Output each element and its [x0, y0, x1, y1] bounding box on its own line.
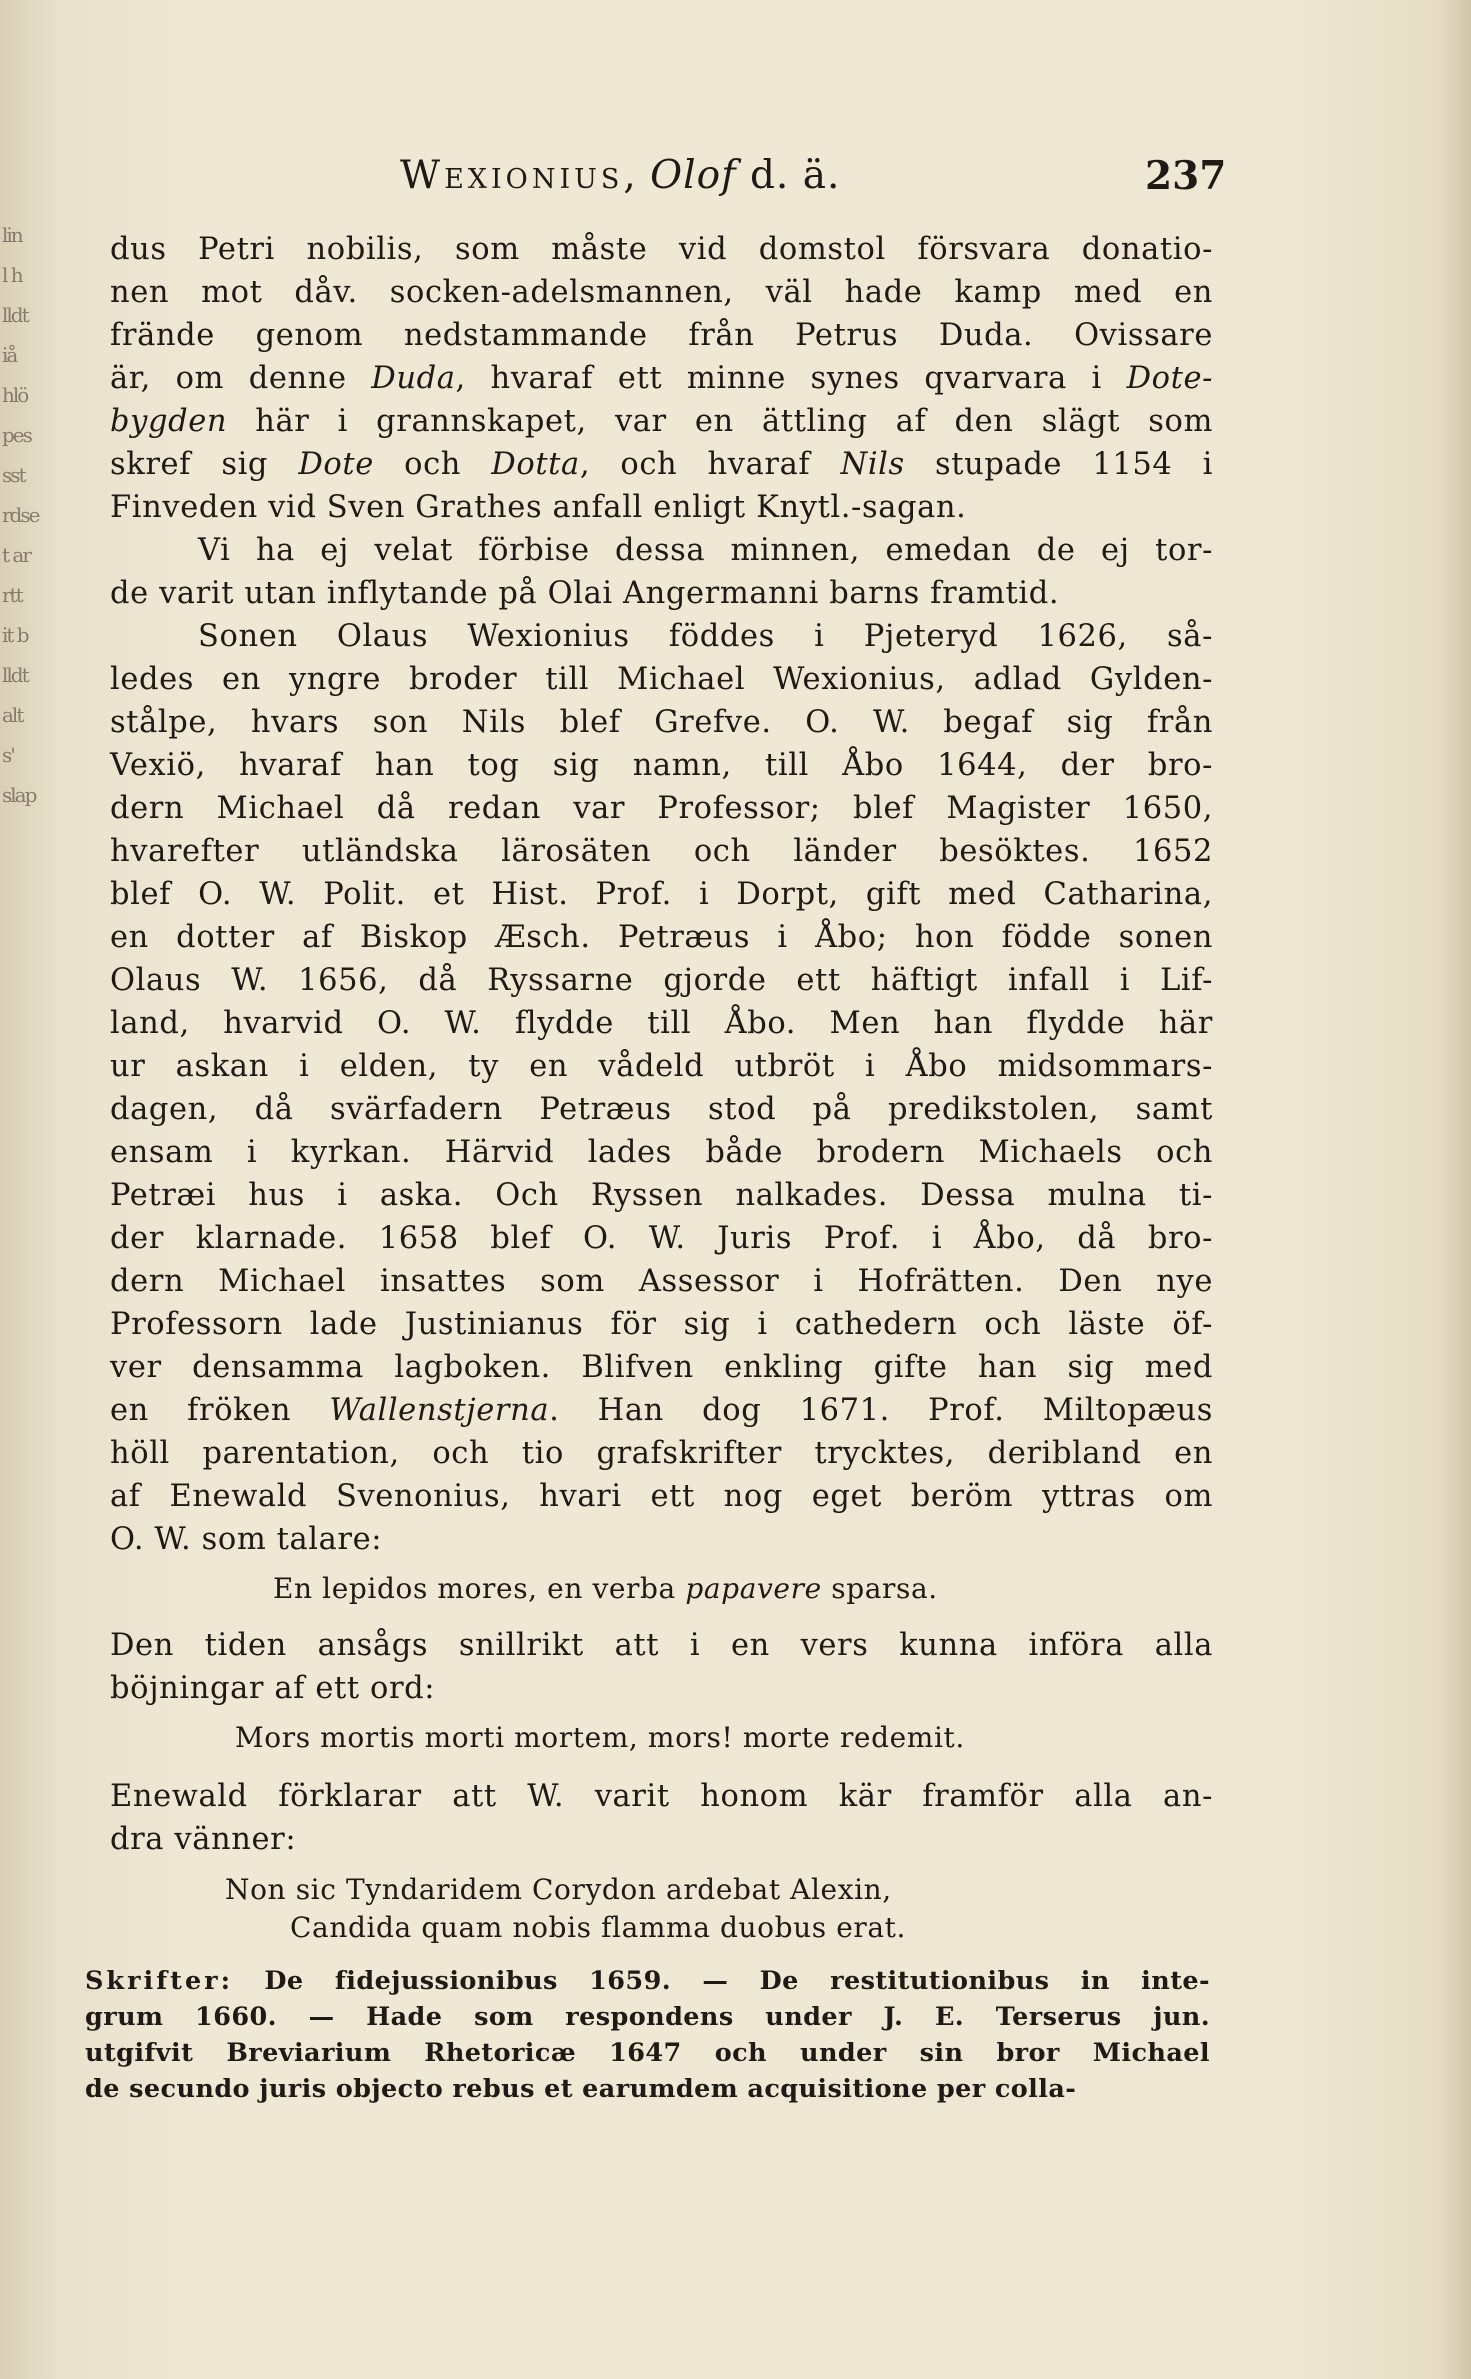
text-line: dus Petri nobilis, som måste vid domstol försvara donatio-: [110, 232, 1213, 267]
text-line: en dotter af Biskop Æsch. Petræus i Åbo; hon födde sonen: [110, 920, 1213, 955]
text-segment: , och hvaraf: [579, 447, 841, 482]
text-line: böjningar af ett ord:: [110, 1671, 436, 1706]
text-line: dern Michael insattes som Assessor i Hofrätten. Den nye: [110, 1264, 1213, 1299]
text-line: der klarnade. 1658 blef O. W. Juris Prof. i Åbo, då bro-: [110, 1221, 1213, 1256]
verse-quote-2: Mors mortis morti mortem, mors! morte redemit.: [235, 1721, 965, 1754]
text-line: de varit utan inflytande på Olai Angermanni barns framtid.: [110, 576, 1060, 611]
text-line: stålpe, hvars son Nils blef Grefve. O. W. begaf sig från: [110, 705, 1213, 740]
italic-segment: Dote-: [1126, 361, 1214, 396]
verse-post: sparsa.: [821, 1572, 938, 1605]
verse-quote-3-line-1: Non sic Tyndaridem Corydon ardebat Alexin,: [225, 1873, 892, 1906]
text-line: höll parentation, och tio grafskrifter trycktes, deribland en: [110, 1436, 1213, 1471]
running-head-firstname: Olof: [650, 153, 737, 198]
text-line: [110, 443, 1213, 486]
text-line: Professorn lade Justinianus för sig i cathedern och läste öf-: [110, 1307, 1213, 1342]
text-line: ur askan i elden, ty en vådeld utbröt i Åbo midsommars-: [110, 1049, 1213, 1084]
italic-segment: bygden: [110, 404, 228, 439]
italic-segment: Nils: [840, 447, 905, 482]
verse-ital: papavere: [685, 1572, 822, 1605]
text-line: ver densamma lagboken. Blifven enkling gifte han sig med: [110, 1350, 1213, 1385]
text-segment: stupade 1154 i: [904, 447, 1214, 482]
text-line: Finveden vid Sven Grathes anfall enligt Knytl.-sagan.: [110, 490, 967, 525]
italic-segment: Dotta: [491, 447, 580, 482]
text-segment: . Han dog 1671. Prof. Miltopæus: [549, 1393, 1213, 1428]
text-line: frände genom nedstammande från Petrus Duda. Ovissare: [110, 318, 1213, 353]
page-number: 237: [1145, 153, 1227, 199]
verse-quote-3-line-2: Candida quam nobis flamma duobus erat.: [290, 1911, 907, 1944]
text-segment: och: [373, 447, 492, 482]
text-line: dra vänner:: [110, 1822, 297, 1857]
text-line: [110, 400, 1213, 443]
text-line: Enewald förklarar att W. varit honom kär framför alla an-: [110, 1779, 1213, 1814]
verse-quote-1: [110, 1567, 1213, 1610]
footnote-line: utgifvit Breviarium Rhetoricæ 1647 och under sin bror Michael: [85, 2038, 1210, 2068]
text-segment: här i grannskapet, var en ättling af den slägt som: [227, 404, 1213, 439]
text-line: ledes en yngre broder till Michael Wexionius, adlad Gylden-: [110, 662, 1213, 697]
running-head-name: Wexionius: [400, 153, 624, 198]
text-line: Olaus W. 1656, då Ryssarne gjorde ett häftigt infall i Lif-: [110, 963, 1213, 998]
footnote: [85, 1963, 1210, 2107]
text-segment: , hvaraf ett minne synes qvarvara i: [455, 361, 1127, 396]
text-line: af Enewald Svenonius, hvari ett nog eget beröm yttras om: [110, 1479, 1213, 1514]
text-line: land, hvarvid O. W. flydde till Åbo. Men han flydde här: [110, 1006, 1213, 1041]
text-line: dern Michael då redan var Professor; blef Magister 1650,: [110, 791, 1213, 826]
verse-pre: En lepidos mores, en verba: [273, 1572, 686, 1605]
text-line: Sonen Olaus Wexionius föddes i Pjeteryd 1626, så-: [198, 619, 1213, 654]
text-line: [110, 1389, 1213, 1432]
text-segment: skref sig: [110, 447, 299, 482]
footnote-label: Skrifter:: [85, 1966, 234, 1996]
italic-segment: Dote: [298, 447, 374, 482]
text-line: dagen, då svärfadern Petræus stod på predikstolen, samt: [110, 1092, 1213, 1127]
footnote-line: [85, 1963, 1210, 1999]
paragraph-block-2: [110, 1624, 1213, 1710]
text-line: hvarefter utländska lärosäten och länder besöktes. 1652: [110, 834, 1213, 869]
text-segment: en fröken: [110, 1393, 330, 1428]
running-head-suffix: d. ä.: [749, 153, 841, 198]
running-head: [400, 153, 840, 198]
footnote-line: grum 1660. — Hade som respondens under J. E. Terserus jun.: [85, 2002, 1210, 2032]
text-line: O. W. som talare:: [110, 1522, 383, 1557]
text-line: Den tiden ansågs snillrikt att i en vers kunna införa alla: [110, 1628, 1213, 1663]
footnote-text: De fidejussionibus 1659. — De restitutionibus in inte-: [233, 1966, 1210, 1996]
running-head-comma: ,: [623, 153, 651, 198]
italic-segment: Duda: [371, 361, 456, 396]
text-line: nen mot dåv. socken-adelsmannen, väl hade kamp med en: [110, 275, 1213, 310]
text-line: Vexiö, hvaraf han tog sig namn, till Åbo 1644, der bro-: [110, 748, 1213, 783]
text-line: [110, 357, 1213, 400]
paragraph-block-3: [110, 1775, 1213, 1861]
italic-segment: Wallenstjerna: [329, 1393, 550, 1428]
body-text: [110, 228, 1213, 1965]
text-line: Petræi hus i aska. Och Ryssen nalkades. Dessa mulna ti-: [110, 1178, 1213, 1213]
paragraph-block: [110, 228, 1213, 1561]
facing-page-bleed: lin l h lldt iå hlö pes sst rdse t ar rtt it b lldt alt s' slap: [2, 223, 39, 807]
text-line: Vi ha ej velat förbise dessa minnen, emedan de ej tor-: [198, 533, 1213, 568]
text-line: ensam i kyrkan. Härvid lades både brodern Michaels och: [110, 1135, 1213, 1170]
footnote-line: de secundo juris objecto rebus et earumdem acquisitione per colla-: [85, 2074, 1077, 2104]
text-segment: är, om denne: [110, 361, 372, 396]
text-line: blef O. W. Polit. et Hist. Prof. i Dorpt, gift med Catharina,: [110, 877, 1213, 912]
